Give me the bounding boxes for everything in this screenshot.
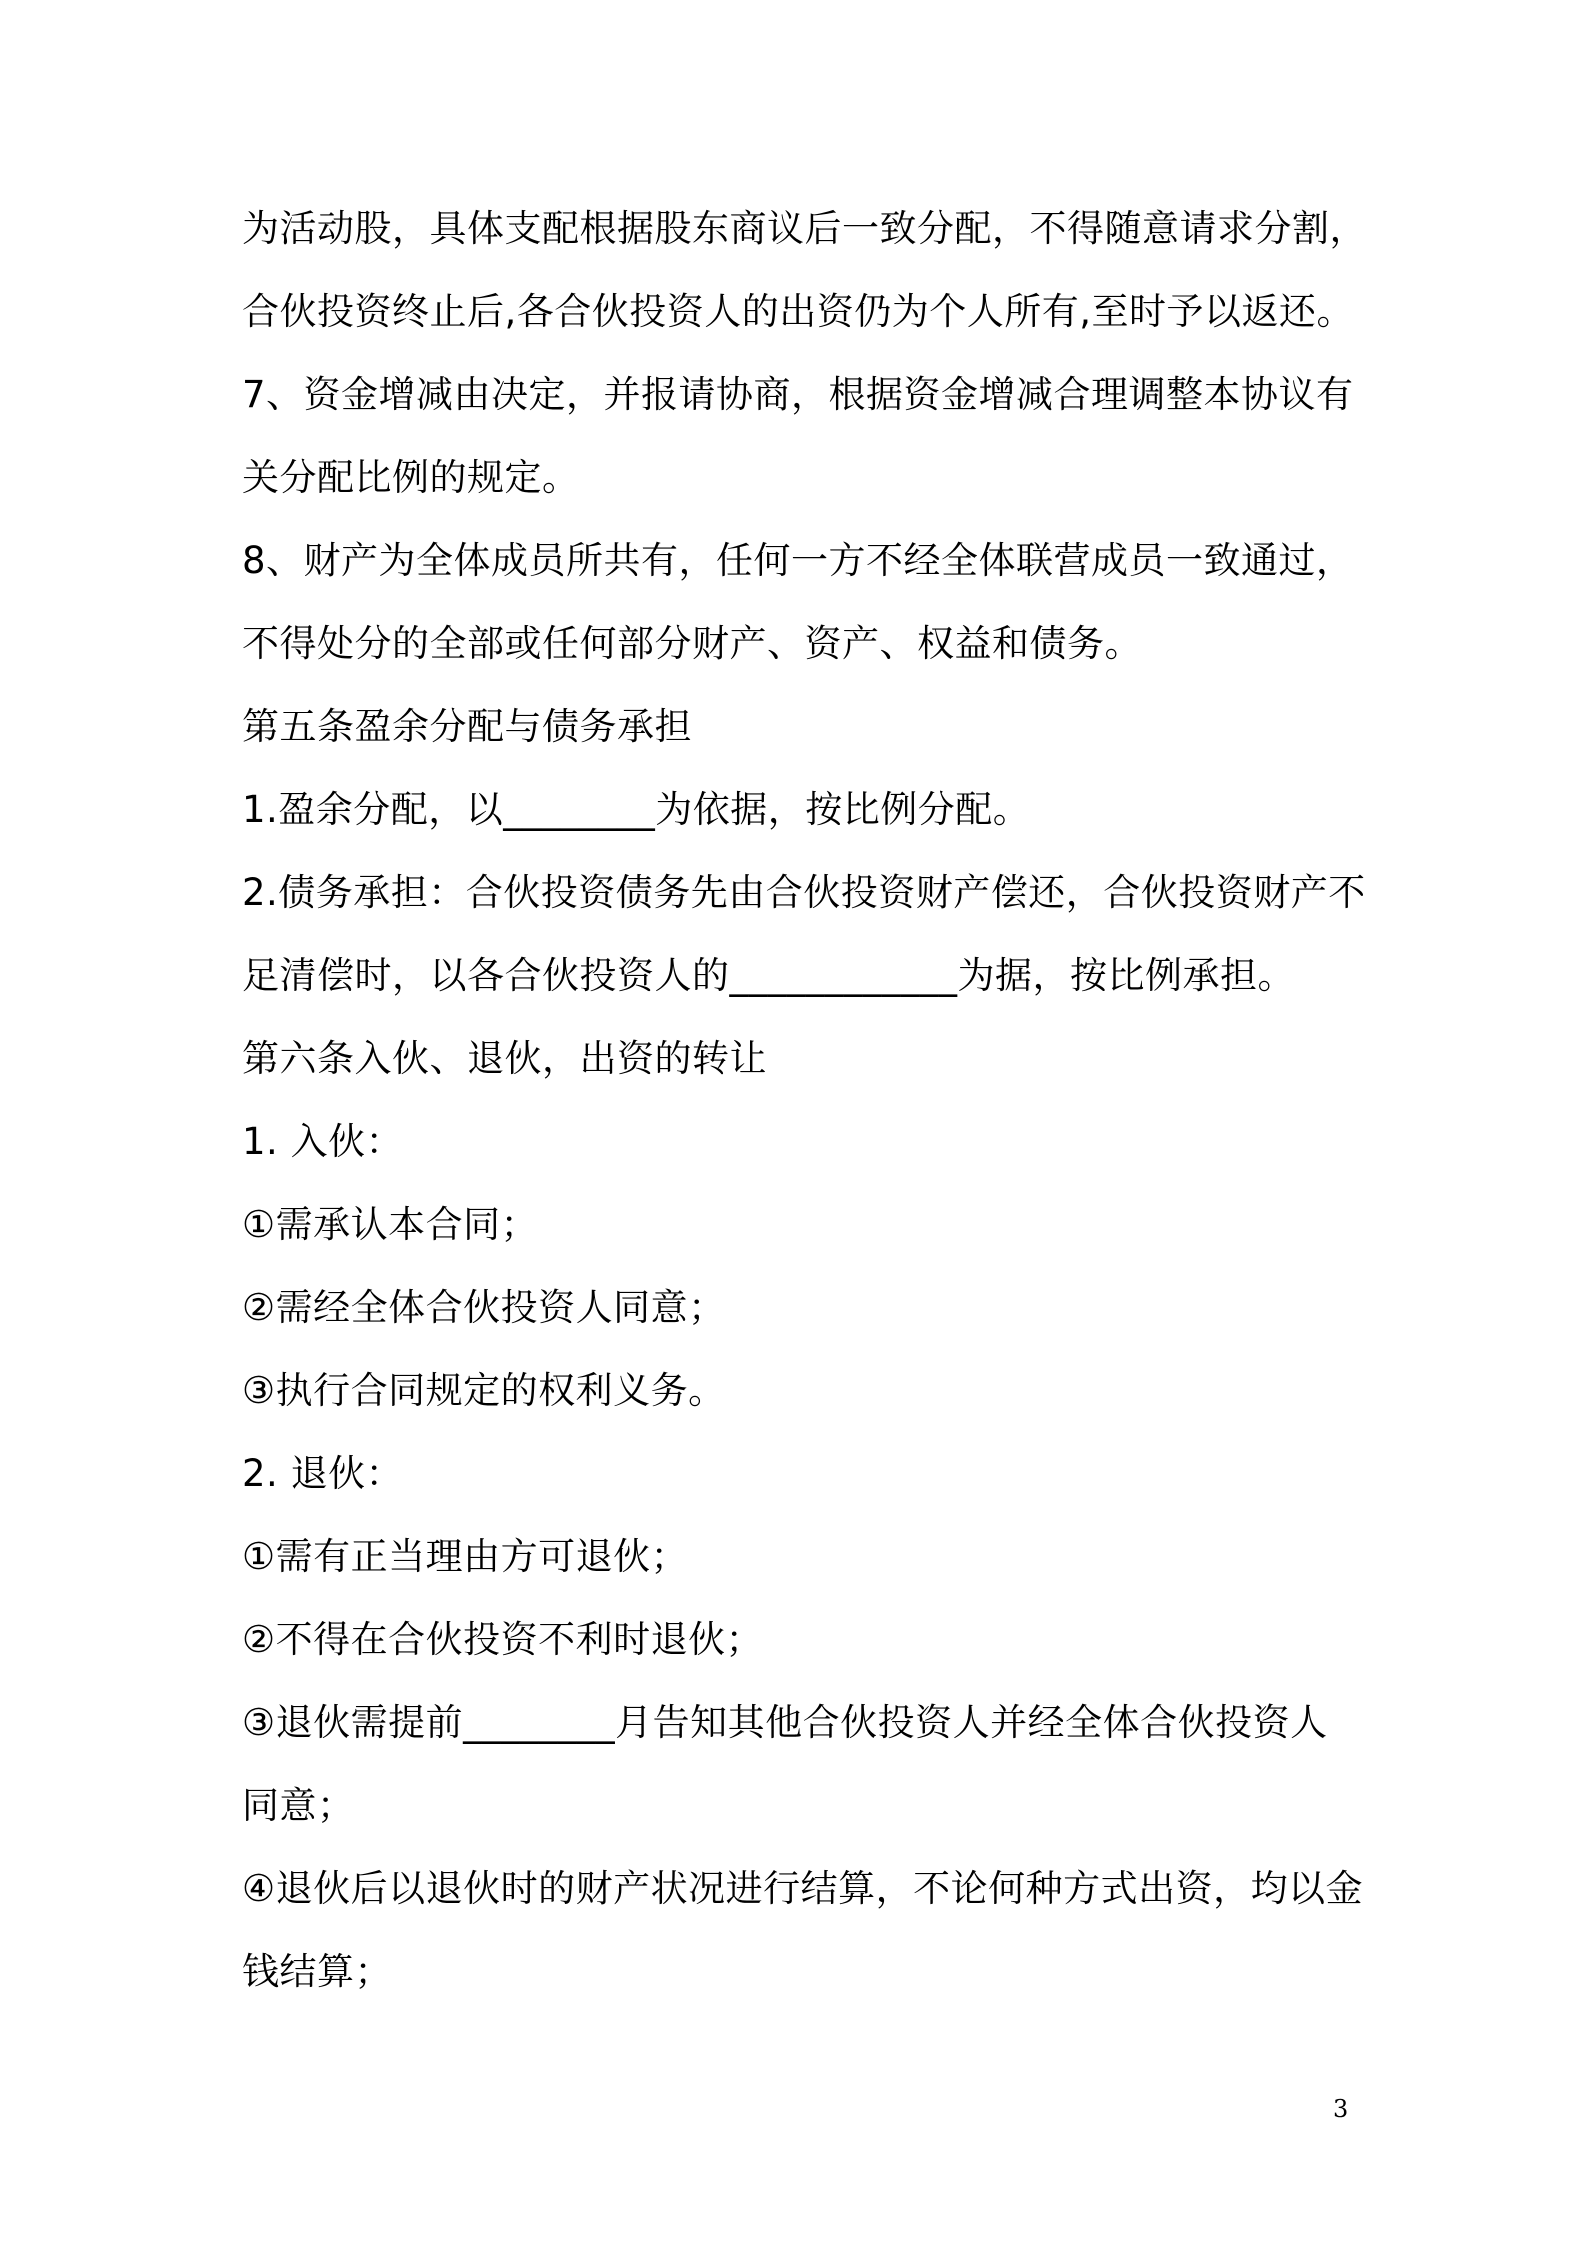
text-line-8: 1.盈余分配，以________为依据，按比例分配。 (242, 788, 1031, 831)
text-line-21: ④退伙后以退伙时的财产状况进行结算，不论何种方式出资，均以金 (242, 1867, 1364, 1910)
text-line-3: 7、资金增减由决定，并报请协商，根据资金增减合理调整本协议有 (242, 373, 1354, 416)
section-heading-5: 第五条盈余分配与债务承担 (242, 705, 692, 748)
page-number: 3 (1333, 2095, 1349, 2123)
text-line-18: ②不得在合伙投资不利时退伙； (242, 1618, 764, 1661)
text-line-4: 关分配比例的规定。 (242, 456, 580, 499)
text-line-14: ②需经全体合伙投资人同意； (242, 1286, 726, 1329)
text-line-10: 足清偿时，以各合伙投资人的____________为据，按比例承担。 (242, 954, 1295, 997)
text-line-17: ①需有正当理由方可退伙； (242, 1535, 689, 1578)
text-line-2: 合伙投资终止后,各合伙投资人的出资仍为个人所有,至时予以返还。 (242, 290, 1355, 333)
subheading-withdraw: 2. 退伙： (242, 1452, 404, 1495)
text-line-6: 不得处分的全部或任何部分财产、资产、权益和债务。 (242, 622, 1142, 665)
text-line-19: ③退伙需提前________月告知其他合伙投资人并经全体合伙投资人 (242, 1701, 1328, 1744)
text-line-1: 为活动股，具体支配根据股东商议后一致分配，不得随意请求分割， (242, 207, 1367, 250)
text-line-20: 同意； (242, 1784, 355, 1827)
text-line-13: ①需承认本合同； (242, 1203, 539, 1246)
subheading-join: 1. 入伙： (242, 1120, 404, 1163)
text-line-22: 钱结算； (242, 1950, 392, 1993)
text-line-9: 2.债务承担：合伙投资债务先由合伙投资财产偿还，合伙投资财产不 (242, 871, 1366, 914)
text-line-5: 8、财产为全体成员所共有，任何一方不经全体联营成员一致通过， (242, 539, 1354, 582)
text-line-15: ③执行合同规定的权利义务。 (242, 1369, 726, 1412)
section-heading-6: 第六条入伙、退伙，出资的转让 (242, 1037, 767, 1080)
